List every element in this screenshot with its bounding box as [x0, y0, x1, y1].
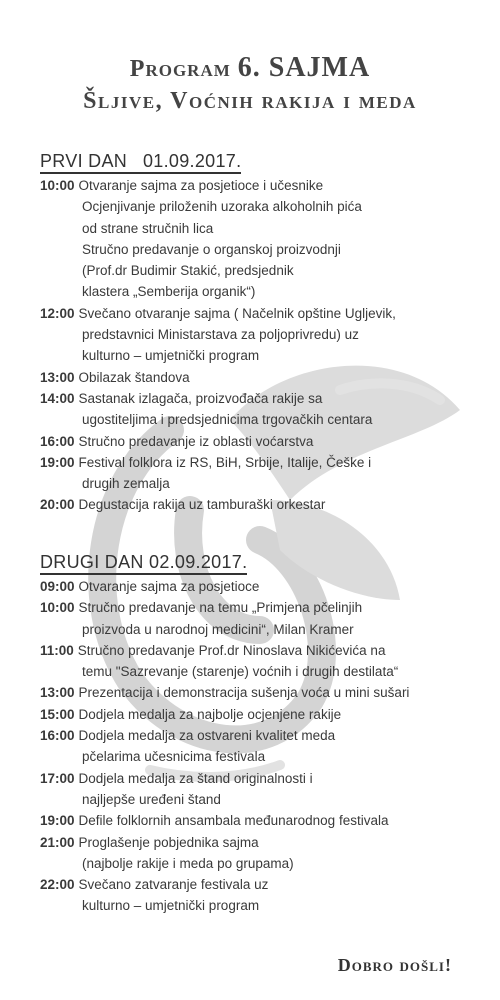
- schedule-text: Degustacija rakija uz tamburaški orkestar: [78, 497, 326, 513]
- schedule-time: 14:00: [40, 390, 75, 406]
- schedule-text: ugostiteljima i predsjednicima trgovačkih centara: [82, 412, 373, 428]
- schedule-item: [40, 597, 480, 640]
- schedule-text: klastera „Semberija organik“): [82, 284, 256, 300]
- schedule-text: proizvoda u narodnoj medicini“, Milan Kramer: [82, 621, 354, 637]
- schedule-text: Svečano zatvaranje festivala uz: [78, 877, 269, 893]
- schedule-item: [40, 303, 480, 367]
- program-header: [0, 52, 500, 117]
- day2-schedule: [40, 576, 480, 917]
- schedule-time: 19:00: [40, 813, 75, 829]
- schedule-time: 17:00: [40, 770, 75, 786]
- schedule-text: Stručno predavanje iz oblasti voćarstva: [78, 433, 314, 449]
- closing-greeting: Dobro došli!: [337, 955, 452, 975]
- schedule-item: [40, 682, 480, 703]
- schedule-text: (Prof.dr Budimir Stakić, predsjednik: [82, 263, 294, 279]
- schedule-text: Stručno predavanje Prof.dr Ninoslava Nikićevića na: [77, 642, 386, 658]
- schedule-time: 19:00: [40, 454, 75, 470]
- schedule-time: 10:00: [40, 178, 75, 193]
- schedule-text: (najbolje rakije i meda po grupama): [82, 855, 294, 871]
- schedule-text: Otvaranje sajma za posjetioce i učesnike: [78, 178, 324, 193]
- header-line-1: [0, 52, 500, 85]
- schedule-text: od strane stručnih lica: [82, 220, 214, 236]
- schedule-text: Dodjela medalja za ostvareni kvalitet meda: [78, 728, 336, 744]
- schedule-text: Prezentacija i demonstracija sušenja voća u mini sušari: [78, 685, 410, 701]
- schedule-time: 16:00: [40, 433, 75, 449]
- schedule-time: 20:00: [40, 497, 75, 513]
- schedule-time: 10:00: [40, 600, 75, 616]
- schedule-item: [40, 832, 480, 875]
- schedule-text: najljepše uređeni štand: [82, 791, 221, 807]
- schedule-text: Otvaranje sajma za posjetioce: [78, 579, 260, 594]
- schedule-item: [40, 175, 480, 303]
- schedule-text: Dodjela medalja za najbolje ocjenjene rakije: [78, 706, 342, 722]
- schedule-item: [40, 725, 480, 768]
- header-line-2: Šljive, Voćnih rakija i meda: [83, 88, 417, 114]
- schedule-item: [40, 388, 480, 431]
- schedule-item: [40, 576, 480, 597]
- schedule-item: [40, 874, 480, 917]
- schedule-text: Defile folklornih ansambala međunarodnog festivala: [78, 813, 389, 829]
- schedule-time: 15:00: [40, 706, 75, 722]
- schedule-time: 13:00: [40, 685, 75, 701]
- schedule-time: 13:00: [40, 369, 75, 385]
- schedule-item: [40, 704, 480, 725]
- schedule-item: [40, 452, 480, 495]
- day1-title: PRVI DAN 01.09.2017.: [40, 150, 241, 174]
- schedule-item: [40, 768, 480, 811]
- schedule-text: Dodjela medalja za štand originalnosti i: [78, 770, 313, 786]
- schedule-time: 11:00: [40, 642, 74, 658]
- schedule-item: [40, 494, 480, 515]
- schedule-text: Proglašenje pobjednika sajma: [78, 834, 259, 850]
- schedule-item: [40, 640, 480, 683]
- schedule-time: 09:00: [40, 579, 75, 594]
- schedule-item: [40, 431, 480, 452]
- schedule-text: Svečano otvaranje sajma ( Načelnik opštine Ugljevik,: [78, 305, 396, 321]
- schedule-text: Festival folklora iz RS, BiH, Srbije, Italije, Češke i: [78, 454, 372, 470]
- schedule-text: pčelarima učesnicima festivala: [82, 749, 266, 765]
- schedule-time: 16:00: [40, 728, 75, 744]
- header-sajma: 6. SAJMA: [237, 52, 371, 83]
- schedule-text: temu "Sazrevanje (starenje) voćnih i drugih destilata“: [82, 664, 399, 680]
- schedule-time: 21:00: [40, 834, 75, 850]
- schedule-time: 22:00: [40, 877, 75, 893]
- day2-title: DRUGI DAN 02.09.2017.: [40, 551, 247, 575]
- schedule-text: Stručno predavanje na temu „Primjena pčelinjih: [78, 600, 363, 616]
- schedule-text: Obilazak štandova: [78, 369, 190, 385]
- schedule-text: Ocjenjivanje priloženih uzoraka alkoholnih pića: [82, 199, 362, 215]
- day1-schedule: [40, 175, 480, 516]
- schedule-text: kulturno – umjetnički program: [82, 348, 260, 364]
- schedule-text: kulturno – umjetnički program: [82, 898, 260, 914]
- schedule-time: 12:00: [40, 305, 75, 321]
- schedule-text: Stručno predavanje o organskoj proizvodnji: [82, 241, 341, 257]
- schedule-text: predstavnici Ministarstava za poljoprivredu) uz: [82, 327, 359, 343]
- schedule-text: drugih zemalja: [82, 476, 170, 492]
- header-program-word: Program: [129, 56, 231, 82]
- schedule-text: Sastanak izlagača, proizvođača rakije sa: [78, 390, 323, 406]
- schedule-item: [40, 810, 480, 831]
- schedule-item: [40, 367, 480, 388]
